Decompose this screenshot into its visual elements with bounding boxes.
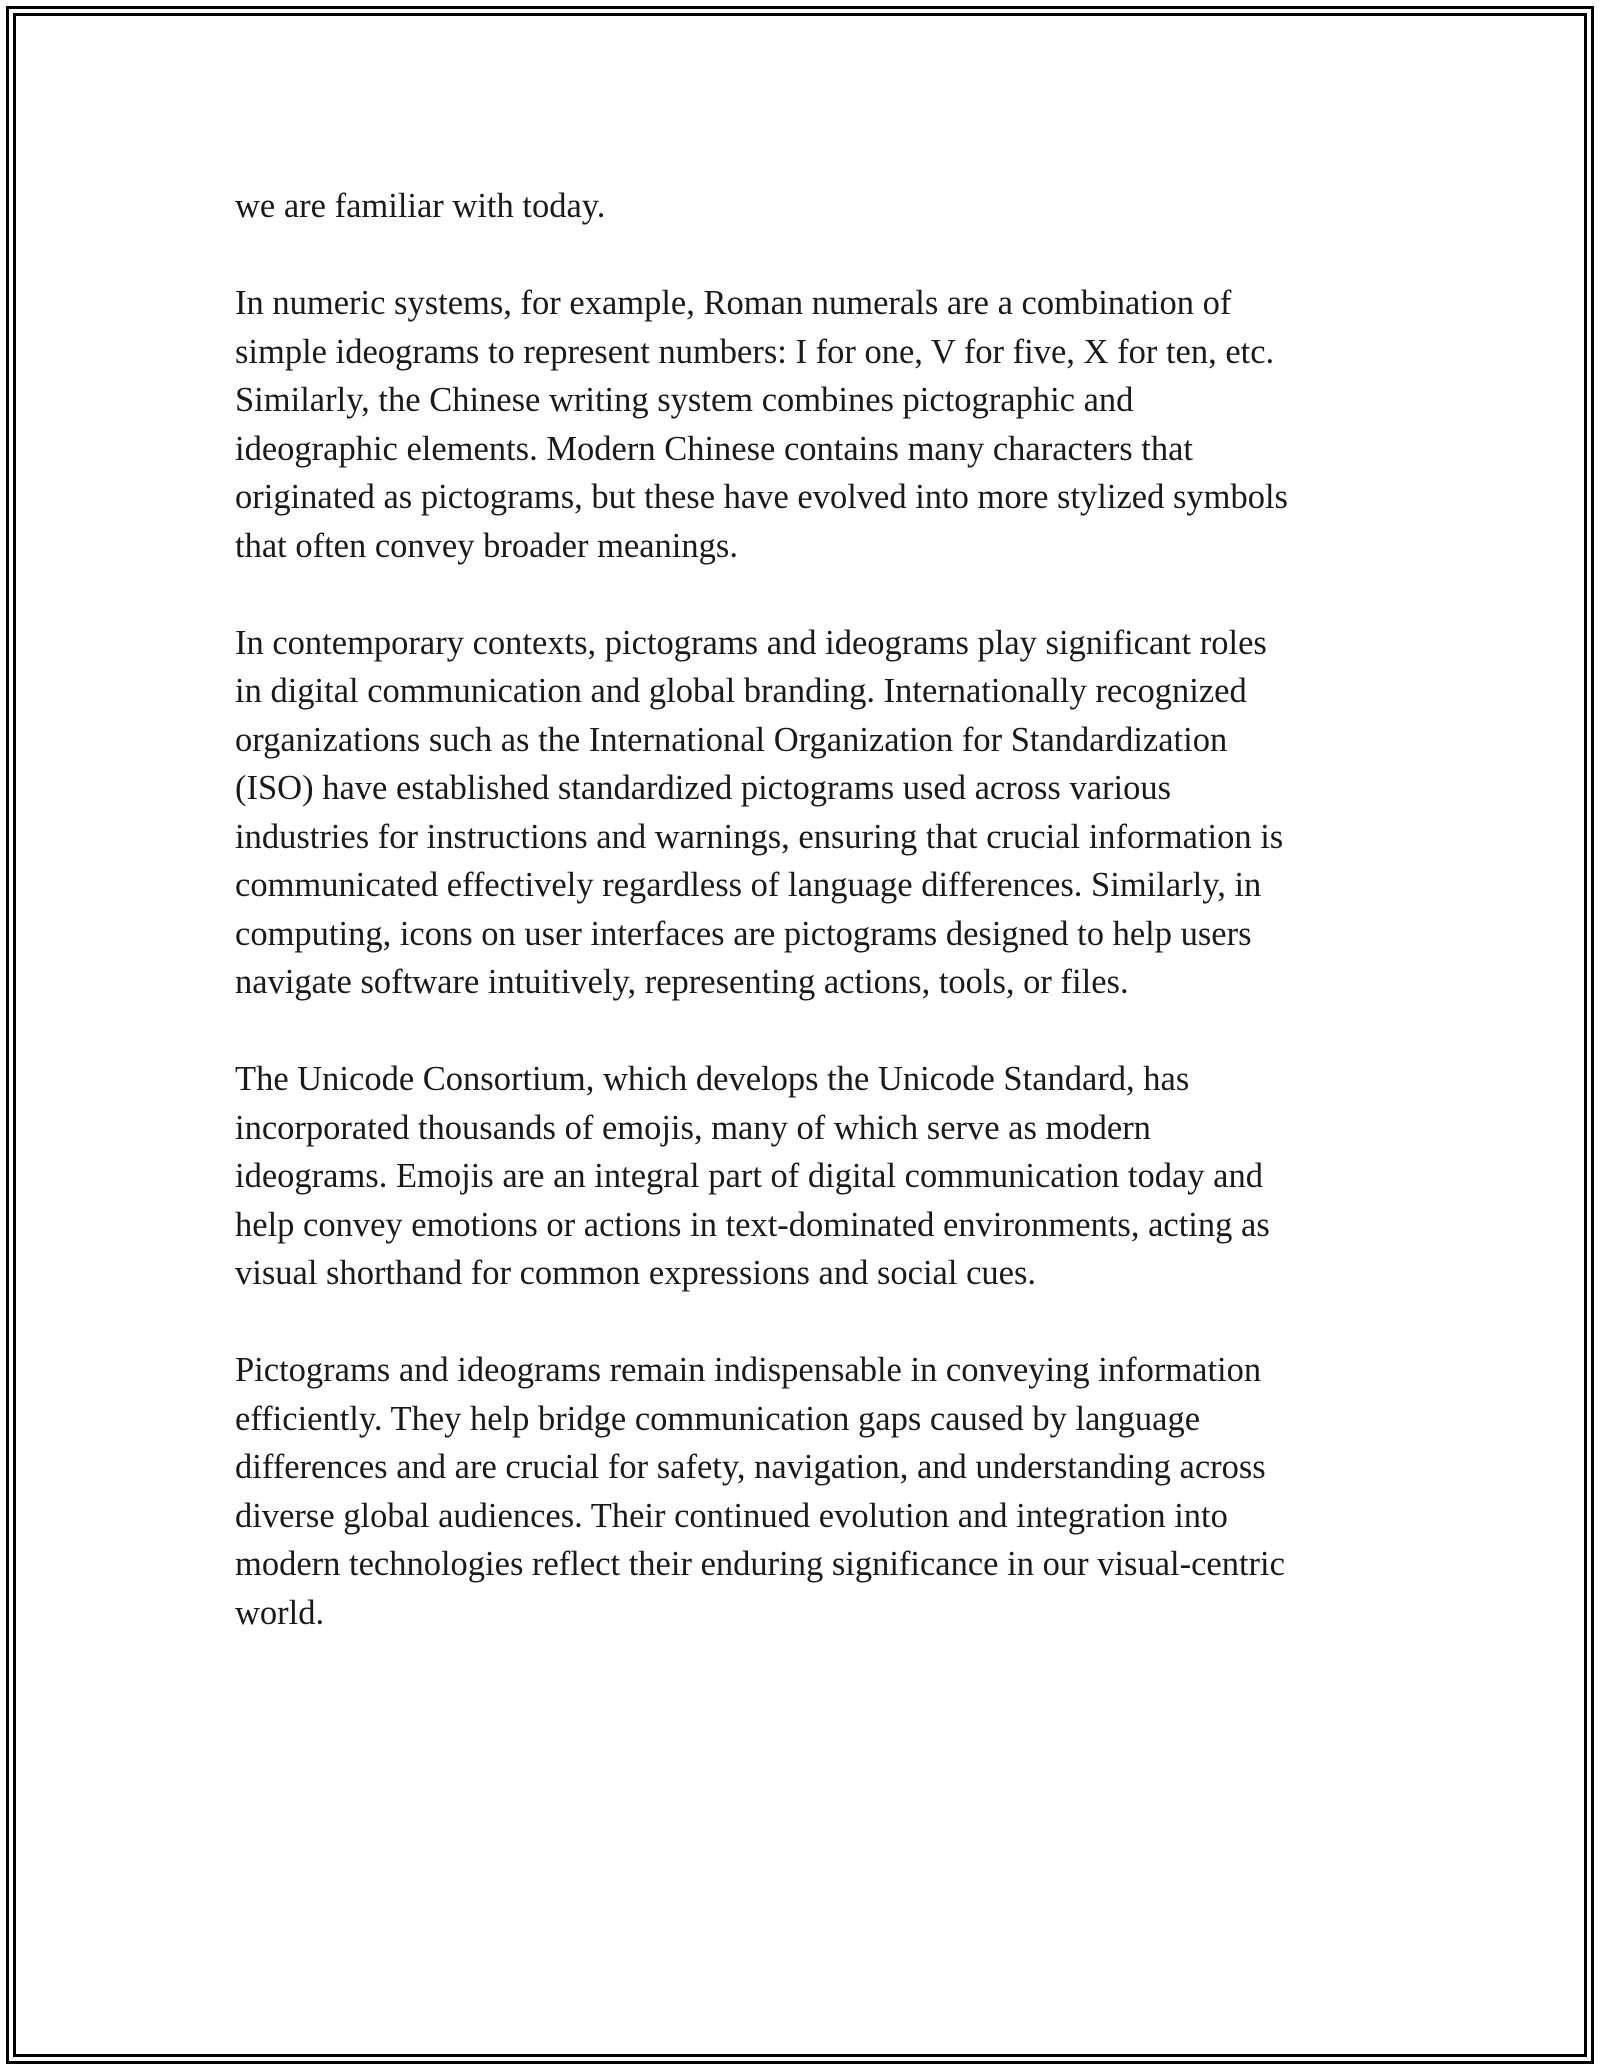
text-line: world. [235, 1593, 325, 1632]
text-line: simple ideograms to represent numbers: I for one, V for five, X for ten, etc. [235, 332, 1275, 371]
text-line: modern technologies reflect their enduring significance in our visual-centric [235, 1545, 1285, 1583]
text-line: Similarly, the Chinese writing system combines pictographic and [235, 381, 1134, 419]
text-line: ideographic elements. Modern Chinese contains many characters that [235, 429, 1193, 468]
text-line: ideograms. Emojis are an integral part of digital communication today and [235, 1157, 1263, 1195]
paragraph [235, 1346, 1415, 1637]
text-line: visual shorthand for common expressions and social cues. [235, 1254, 1036, 1292]
document-body [235, 182, 1415, 1637]
paragraph [235, 182, 1415, 231]
text-line: organizations such as the International Organization for Standardization [235, 720, 1228, 759]
text-line: in digital communication and global branding. Internationally recognized [235, 672, 1247, 710]
text-line: communicated effectively regardless of language differences. Similarly, in [235, 866, 1262, 904]
text-line: In numeric systems, for example, Roman numerals are a combination of [235, 284, 1232, 322]
text-line: industries for instructions and warnings, ensuring that crucial information is [235, 817, 1284, 856]
text-line: incorporated thousands of emojis, many of which serve as modern [235, 1108, 1151, 1147]
paragraph [235, 279, 1415, 570]
text-line: help convey emotions or actions in text-dominated environments, acting as [235, 1205, 1270, 1244]
text-line: differences and are crucial for safety, navigation, and understanding across [235, 1448, 1266, 1486]
text-line: In contemporary contexts, pictograms and ideograms play significant roles [235, 623, 1267, 662]
text-line: that often convey broader meanings. [235, 526, 738, 565]
text-line: The Unicode Consortium, which develops the Unicode Standard, has [235, 1060, 1190, 1098]
text-line: we are familiar with today. [235, 187, 606, 225]
text-line: (ISO) have established standardized pictograms used across various [235, 769, 1172, 807]
text-line: originated as pictograms, but these have evolved into more stylized symbols [235, 478, 1288, 516]
text-line: computing, icons on user interfaces are pictograms designed to help users [235, 914, 1252, 953]
text-line: navigate software intuitively, representing actions, tools, or files. [235, 963, 1129, 1001]
text-line: diverse global audiences. Their continued evolution and integration into [235, 1496, 1228, 1535]
text-line: efficiently. They help bridge communication gaps caused by language [235, 1399, 1201, 1438]
paragraph [235, 619, 1415, 1007]
paragraph [235, 1055, 1415, 1298]
text-line: Pictograms and ideograms remain indispensable in conveying information [235, 1351, 1262, 1389]
